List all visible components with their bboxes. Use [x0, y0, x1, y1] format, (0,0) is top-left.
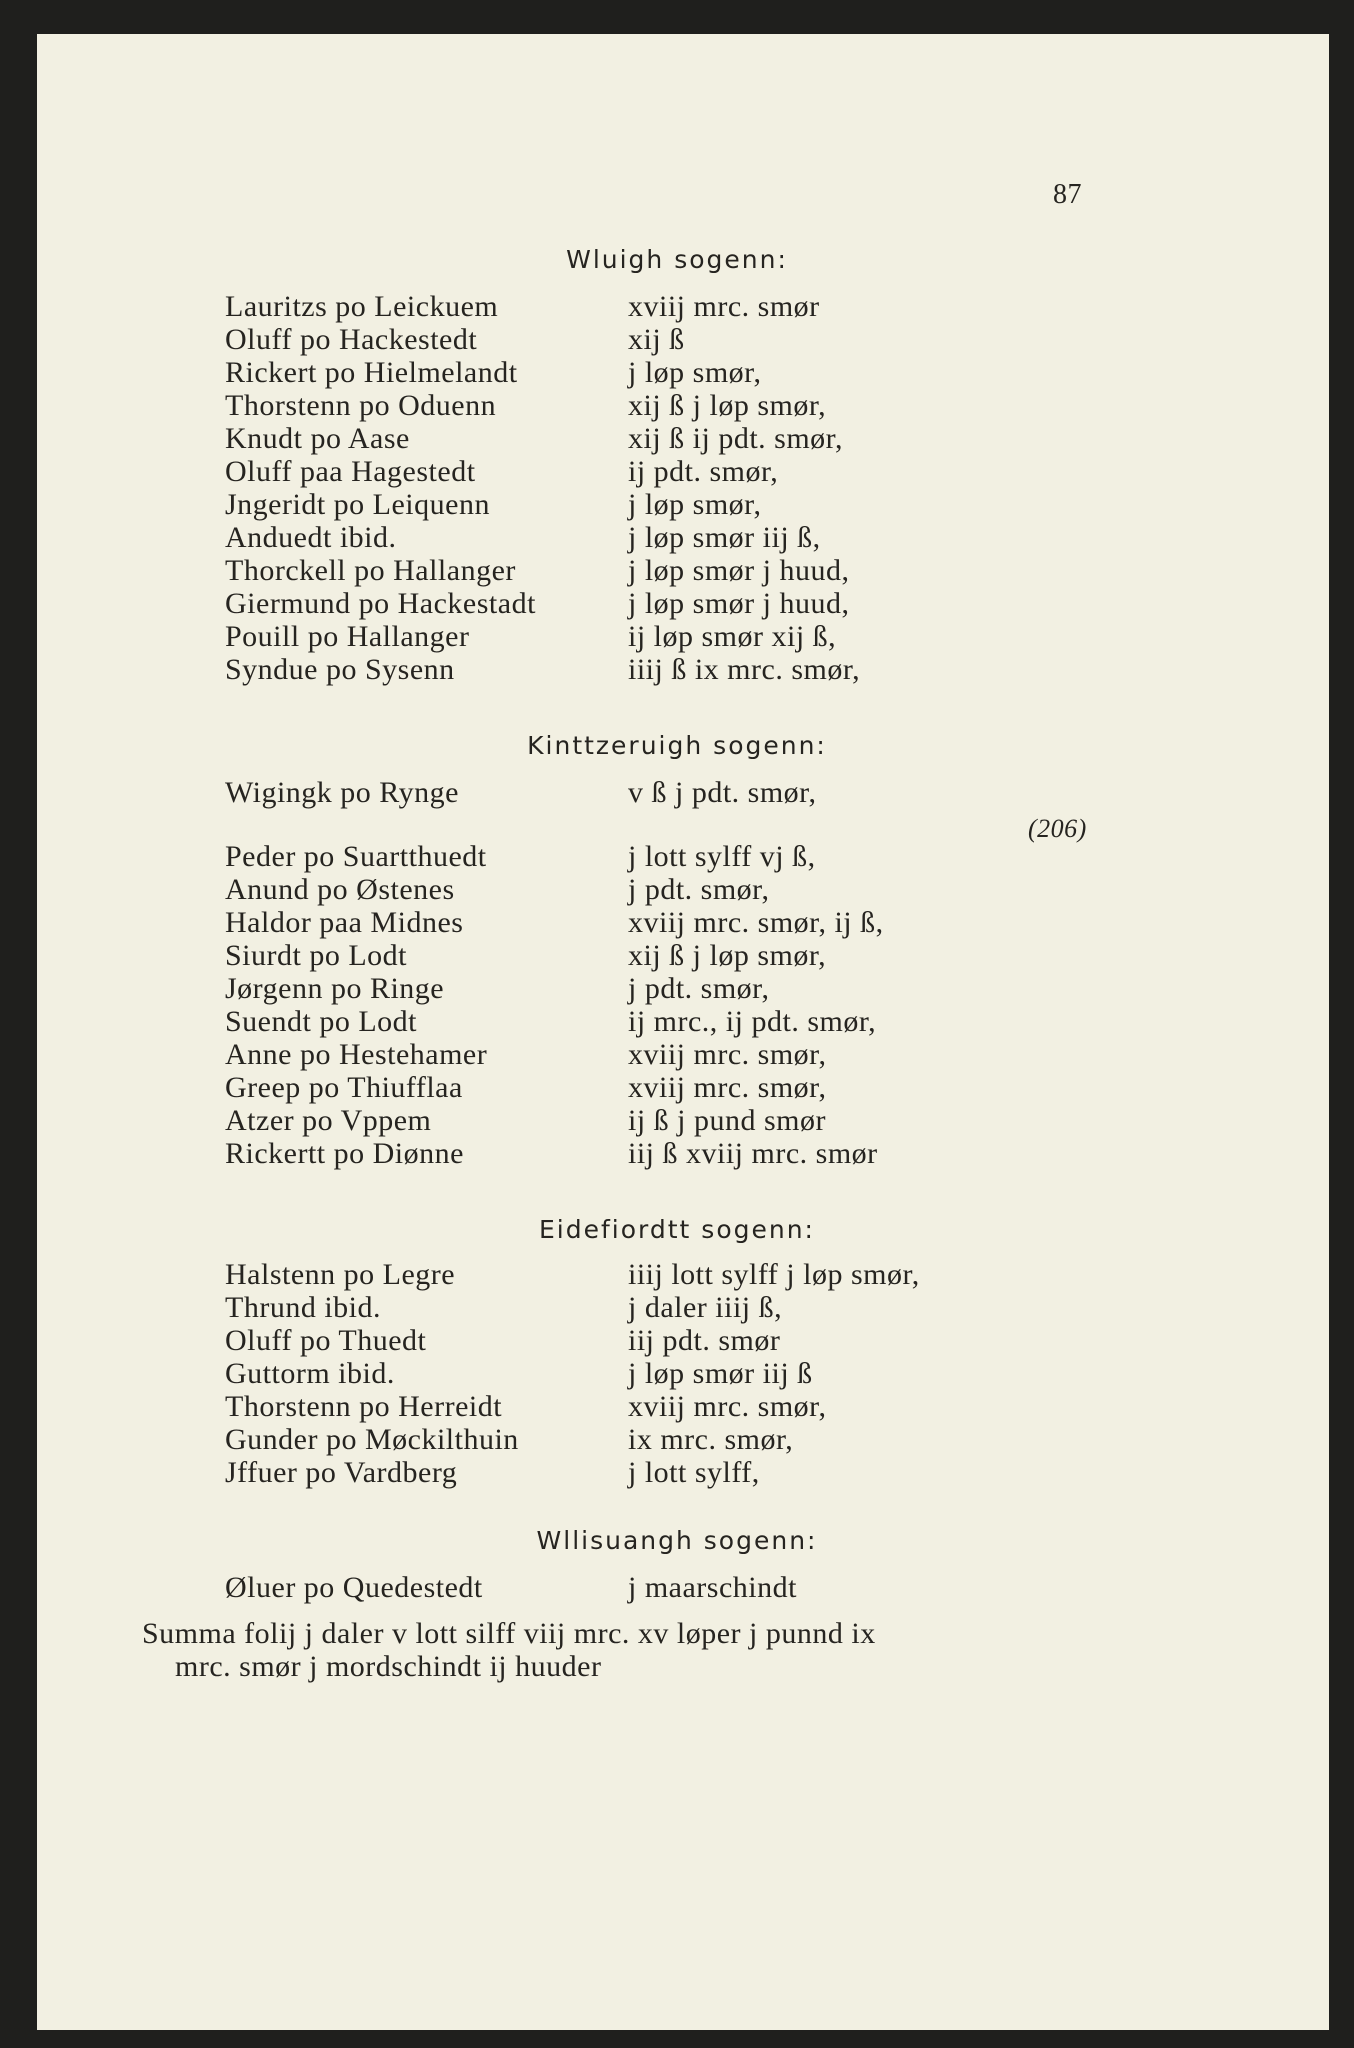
entry-name: Thrund ibid. — [225, 1291, 381, 1324]
entry-value: j pdt. smør, — [628, 972, 770, 1005]
entry-name: Øluer po Quedestedt — [225, 1571, 483, 1604]
entry-name: Pouill po Hallanger — [225, 620, 470, 653]
entry-value: xij ß j løp smør, — [628, 939, 827, 972]
entry-name: Thorstenn po Oduenn — [225, 389, 497, 422]
entry-name: Anund po Østenes — [225, 873, 455, 906]
entry-value: ix mrc. smør, — [628, 1423, 794, 1456]
entry-value: xviij mrc. smør, — [628, 1390, 827, 1423]
entry-value: xviij mrc. smør, — [628, 1038, 827, 1071]
entry-name: Jørgenn po Ringe — [225, 972, 445, 1005]
entry-name: Oluff po Hackestedt — [225, 323, 478, 356]
entry-value: j løp smør j huud, — [628, 554, 850, 587]
entry-name: Oluff paa Hagestedt — [225, 455, 476, 488]
entry-value: iiij lott sylff j løp smør, — [628, 1258, 920, 1291]
entry-name: Oluff po Thuedt — [225, 1324, 427, 1357]
entry-name: Wigingk po Rynge — [225, 776, 459, 809]
entry-name: Anne po Hestehamer — [225, 1038, 488, 1071]
summa-line-1: Summa folij j daler v lott silff viij mrc. xv løper j punnd ix — [142, 1617, 876, 1650]
entry-name: Suendt po Lodt — [225, 1005, 417, 1038]
entry-value: iij pdt. smør — [628, 1324, 781, 1357]
entry-name: Lauritzs po Leickuem — [225, 290, 499, 323]
entry-value: xij ß j løp smør, — [628, 389, 827, 422]
entry-name: Haldor paa Midnes — [225, 906, 464, 939]
summa-line-2: mrc. smør j mordschindt ij huuder — [175, 1650, 602, 1683]
entry-value: j lott sylff vj ß, — [628, 840, 816, 873]
entry-value: v ß j pdt. smør, — [628, 776, 817, 809]
entry-value: j pdt. smør, — [628, 873, 770, 906]
entry-value: j løp smør, — [628, 356, 762, 389]
section-heading: Wllisuangh sogenn: — [536, 1526, 818, 1555]
entry-value: xviij mrc. smør — [628, 290, 820, 323]
entry-value: j løp smør iij ß, — [628, 521, 821, 554]
entry-name: Greep po Thiufflaa — [225, 1071, 463, 1104]
entry-value: j løp smør iij ß — [628, 1357, 813, 1390]
entry-name: Gunder po Møckilthuin — [225, 1423, 519, 1456]
entry-name: Siurdt po Lodt — [225, 939, 408, 972]
entry-value: j løp smør, — [628, 488, 762, 521]
entry-name: Jffuer po Vardberg — [225, 1456, 458, 1489]
entry-name: Jngeridt po Leiquenn — [225, 488, 490, 521]
entry-value: xviij mrc. smør, — [628, 1071, 827, 1104]
section-heading: Eidefiordtt sogenn: — [539, 1215, 815, 1244]
entry-value: j lott sylff, — [628, 1456, 760, 1489]
entry-name: Rickertt po Diønne — [225, 1137, 464, 1170]
entry-name: Syndue po Sysenn — [225, 653, 455, 686]
margin-reference: (206) — [1028, 814, 1087, 843]
entry-value: xviij mrc. smør, ij ß, — [628, 906, 884, 939]
entry-name: Thorckell po Hallanger — [225, 554, 516, 587]
entry-value: iiij ß ix mrc. smør, — [628, 653, 861, 686]
entry-value: xij ß ij pdt. smør, — [628, 422, 843, 455]
entry-name: Guttorm ibid. — [225, 1357, 395, 1390]
entry-name: Knudt po Aase — [225, 422, 410, 455]
entry-value: ij løp smør xij ß, — [628, 620, 837, 653]
section-heading: Wluigh sogenn: — [566, 245, 788, 274]
entry-value: ij mrc., ij pdt. smør, — [628, 1005, 877, 1038]
entry-name: Thorstenn po Herreidt — [225, 1390, 503, 1423]
section-heading: Kinttzeruigh sogenn: — [527, 731, 827, 760]
entry-value: j maarschindt — [628, 1571, 797, 1604]
entry-name: Atzer po Vppem — [225, 1104, 432, 1137]
entry-name: Halstenn po Legre — [225, 1258, 456, 1291]
entry-name: Giermund po Hackestadt — [225, 587, 536, 620]
page-number: 87 — [1053, 179, 1082, 210]
entry-value: xij ß — [628, 323, 685, 356]
entry-name: Rickert po Hielmelandt — [225, 356, 518, 389]
entry-value: j løp smør j huud, — [628, 587, 850, 620]
entry-value: ij ß j pund smør — [628, 1104, 827, 1137]
entry-value: j daler iiij ß, — [628, 1291, 783, 1324]
entry-value: iij ß xviij mrc. smør — [628, 1137, 878, 1170]
entry-name: Peder po Suartthuedt — [225, 840, 487, 873]
entry-name: Anduedt ibid. — [225, 521, 397, 554]
entry-value: ij pdt. smør, — [628, 455, 779, 488]
